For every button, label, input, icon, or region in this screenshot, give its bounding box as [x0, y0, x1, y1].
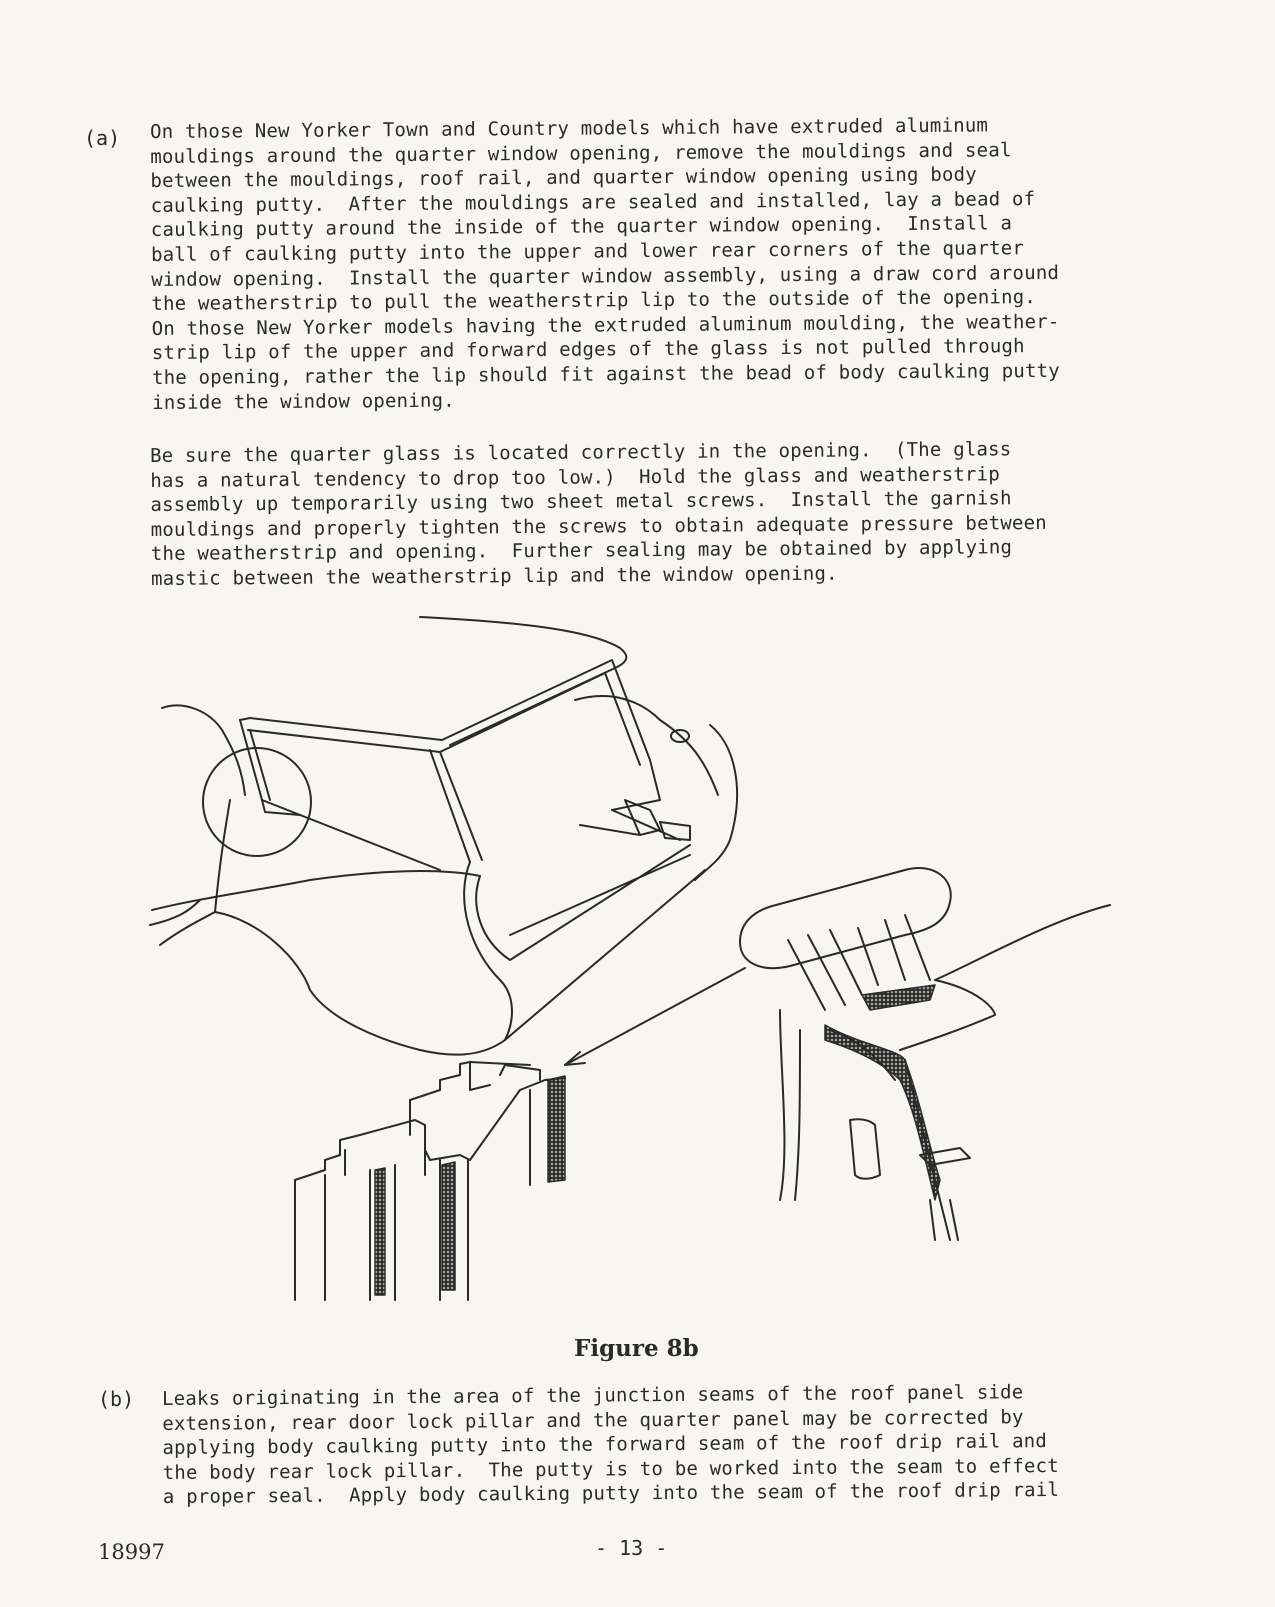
page-number: - 13 -: [595, 1536, 668, 1560]
car-quarter-window-drawing: [150, 617, 737, 1055]
section-a-paragraph-1: On those New Yorker Town and Country models which have extruded aluminum mouldings around the quarter window opening, remove the mouldings and seal between the mouldings, roof rail, and quarter window opening using body caulking putty. After the mouldings are sealed and installed, lay a bead of caulking putty around the inside of the quarter window opening. Install a ball of caulking putty into the upper and lower rear corners of the quarter window opening. Install the quarter window assembly, using a draw cord around the weatherstrip to pull the weatherstrip lip to the outside of the opening. On those New Yorker models having the extruded aluminum moulding, the weather- strip lip of the upper and forward edges of the glass is not pulled through the opening, rather the lip should fit against the bead of body caulking putty inside the window opening.: [150, 114, 1060, 414]
section-a-paragraph-2: Be sure the quarter glass is located correctly in the opening. (The glass has a natural tendency to drop too low.) Hold the glass and weatherstrip assembly up temporarily using two sheet metal screws. Install the garnish mouldings and properly tighten the screws to obtain adequate pressure between the weatherstrip and opening. Further sealing may be obtained by applying mastic between the weatherstrip lip and the window opening.: [150, 438, 1047, 590]
weatherstrip-section: [295, 1062, 565, 1300]
pointer-arrow: [565, 968, 745, 1065]
figure-caption: Figure 8b: [574, 1335, 699, 1362]
section-a-marker: (a): [84, 126, 121, 150]
document-number: 18997: [98, 1540, 165, 1564]
section-b-paragraph: Leaks originating in the area of the junction seams of the roof panel side extension, rear door lock pillar and the quarter panel may be corrected by applying body caulking putty into the forward seam of the roof drip rail and the body rear lock pillar. The putty is to be worked into the seam to effect a proper seal. Apply body caulking putty into the seam of the roof drip rail: [162, 1381, 1060, 1509]
cross-section-detail: [740, 868, 1110, 1240]
section-b-marker: (b): [98, 1387, 135, 1411]
